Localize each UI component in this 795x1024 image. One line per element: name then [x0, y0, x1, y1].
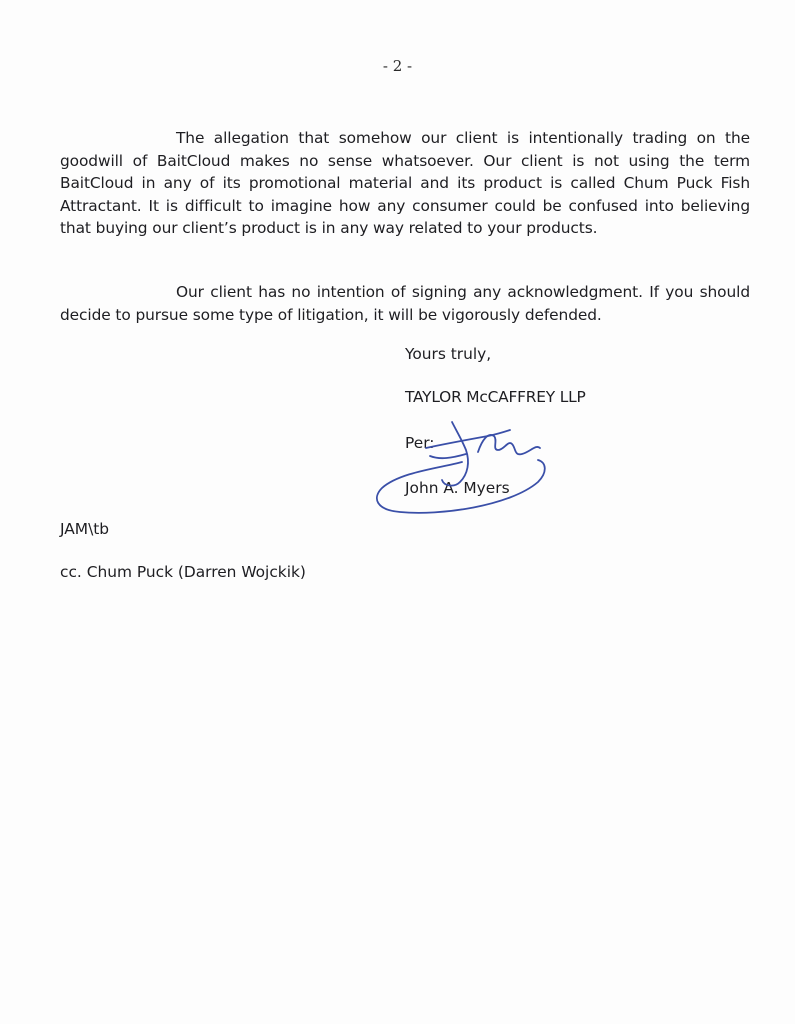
- body-paragraph-2-text: Our client has no intention of signing any acknowledgment. If you should decide to pursue some type of litigation, it will be vigorously defended.: [60, 283, 750, 324]
- body-paragraph-1-text: The allegation that somehow our client is intentionally trading on the goodwill of BaitCloud makes no sense whatsoever. Our client is not using the term BaitCloud in any of its promotional material and its product is called Chum Puck Fish Attractant. It is difficult to imagine how any consumer could be confused into believing that buying our client’s product is in any way related to your products.: [60, 129, 750, 238]
- body-paragraph-1: [60, 127, 750, 240]
- firm-name: TAYLOR McCAFFREY LLP: [405, 388, 586, 406]
- per-label: Per:: [405, 434, 435, 452]
- body-paragraph-2: [60, 281, 750, 326]
- signer-name: John A. Myers: [405, 479, 510, 497]
- page-number: - 2 -: [382, 57, 413, 75]
- handwritten-signature: [370, 410, 570, 522]
- typist-initials: JAM\tb: [60, 520, 110, 538]
- closing-salutation: Yours truly,: [405, 345, 492, 363]
- cc-line: cc. Chum Puck (Darren Wojckik): [60, 563, 306, 581]
